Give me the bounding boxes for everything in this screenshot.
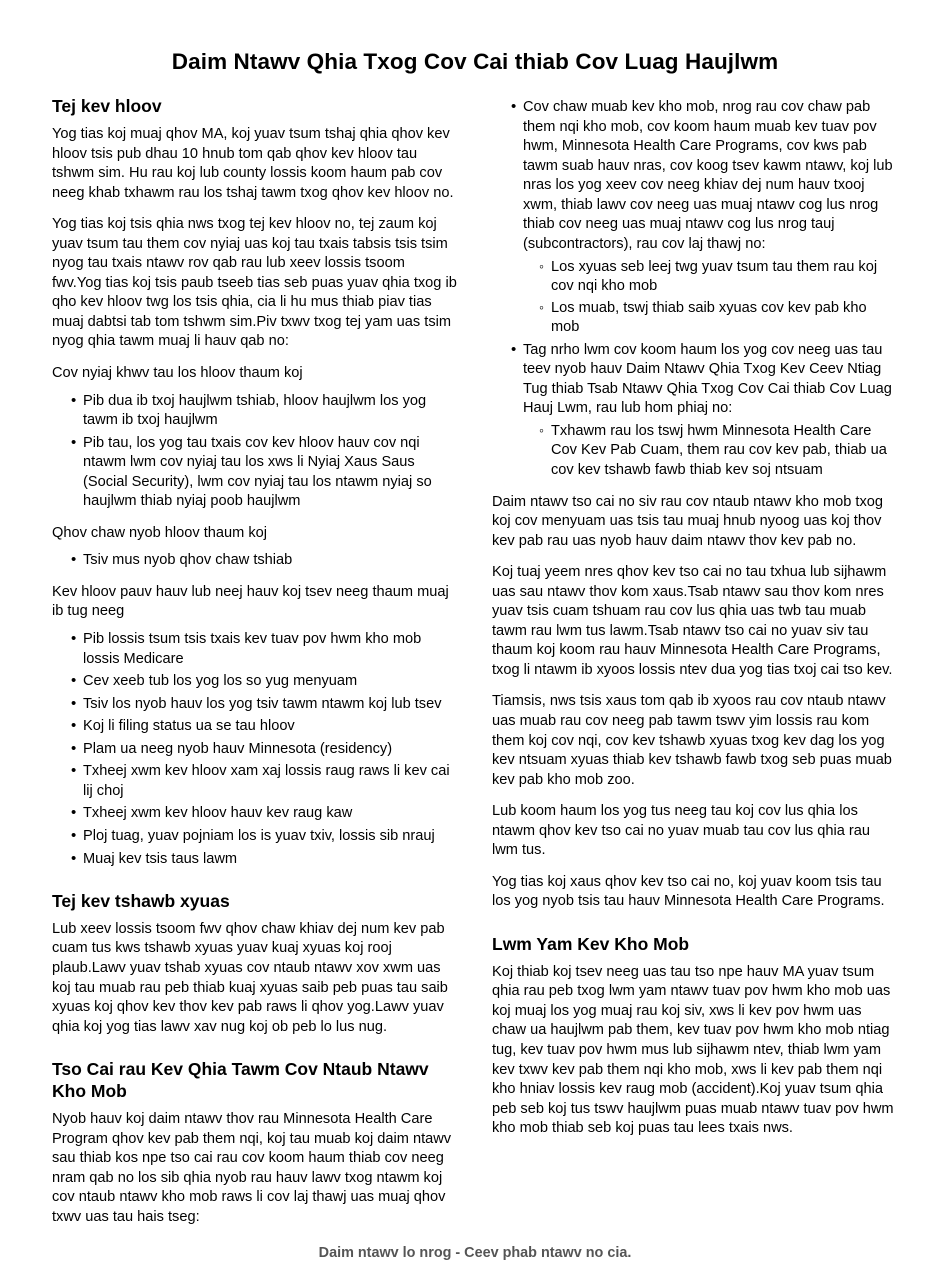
bullet-list-household-changes [52, 630, 458, 869]
subheading-household-change: Kev hloov pauv hauv lub neej hauv koj tsev neeg thaum muaj ib tug neeg [52, 583, 449, 620]
list-item: • Cev xeeb tub los yog los so yug menyuam [71, 672, 458, 692]
list-item [511, 98, 898, 338]
list-item [511, 341, 898, 481]
section-heading-changes: Tej kev hloov [52, 96, 162, 117]
list-item-text: Tag nrho lwm cov koom haum los yog cov neeg uas tau teev nyob hauv Daim Ntawv Qhia Txog Kev Ceev Ntiag Tug thiab Tsab Ntawv Qhia Txog Cov Cai thiab Cov Luag Hauj Lwm, rau lub hom phiaj no: [523, 341, 892, 417]
list-item: • Pib tau, los yog tau txais cov kev hloov hauv cov nqi ntawm lwm cov nyiaj tau los xws li Nyiaj Xaus Saus (Social Security), lwm cov nyiaj tau los ntawm nyiaj so haujlwm thiab nyiaj poob haujlwm [71, 434, 458, 512]
bullet-list-income-changes [52, 392, 458, 512]
section-heading-release-of-records: Tso Cai rau Kev Qhia Tawm Cov Ntaub Ntawv Kho Mob [52, 1059, 429, 1102]
paragraph: Yog tias koj xaus qhov kev tso cai no, koj yuav koom tsis tau los yog nyob tsis tau hauv Minnesota Health Care Programs. [492, 873, 885, 910]
list-item: • Txheej xwm kev hloov hauv kev raug kaw [71, 804, 458, 824]
bullet-list-address-changes [52, 551, 458, 571]
sub-list-item: ◦ Txhawm rau los tswj hwm Minnesota Health Care Cov Kev Pab Cuam, them rau cov kev pab, thiab ua cov kev tshawb fawb thiab kev soj ntsuam [539, 422, 898, 481]
section-heading-other-health-care: Lwm Yam Kev Kho Mob [492, 933, 690, 954]
list-item: • Pib lossis tsum tsis txais kev tuav pov hwm kho mob lossis Medicare [71, 630, 458, 669]
paragraph: Lub xeev lossis tsoom fwv qhov chaw khiav dej num kev pab cuam tus kws tshawb xyuas yuav kuaj xyuas koj rooj plaub.Lawv yuav tshab xyuas cov ntaub ntawv xov xwm uas koj tau muab rau peb thiab kuaj xyuas saib peb puas tau saib xyuas koj qhov kev thov kev pab raws li qhov yog.Lawv yuav qhia koj yog tias lawv xav nug koj ob peb lo lus nug. [52, 920, 448, 1035]
list-item: • Muaj kev tsis taus lawm [71, 850, 458, 870]
list-item: • Txheej xwm kev hloov xam xaj lossis raug raws li kev cai lij choj [71, 762, 458, 801]
paragraph: Koj tuaj yeem nres qhov kev tso cai no tau txhua lub sijhawm uas sau ntawv thov kom xaus.Tsab ntawv sau thov kom nres yuav tsis cuam tshuam rau cov lus qhia uas twb tau muab tawm rau lwm tus lawm.Tsab ntawv tso cai no yuav siv tau thaum koj koom rau hauv Minnesota Health Care Programs, txog li ntawm ib xyoos lossis ntev dua yog tias txoj cai tso kev. [492, 564, 893, 678]
right-column [492, 98, 898, 1151]
paragraph: Yog tias koj muaj qhov MA, koj yuav tsum tshaj qhia qhov kev hloov tsis pub dhau 10 hnub tom qab qhov kev hloov tau tshwm sim. Hu rau koj lub county lossis koom haum pab cov neeg khab txhawm rau los tshaj tawm txog qhov kev hloov no. [52, 126, 454, 201]
page-footer: Daim ntawv lo nrog - Ceev phab ntawv no cia. [318, 1245, 632, 1262]
paragraph: Lub koom haum los yog tus neeg tau koj cov lus qhia los ntawm qhov kev tso cai no yuav muab tau cov lus qhia rau lwm tus. [492, 803, 871, 859]
list-item: • Tsiv mus nyob qhov chaw tshiab [71, 551, 458, 571]
bullet-list-disclosure-recipients [492, 98, 898, 480]
list-item: • Tsiv los nyob hauv los yog tsiv tawm ntawm koj lub tsev [71, 695, 458, 715]
sub-list-item: ◦ Los muab, tswj thiab saib xyuas cov kev pab kho mob [539, 299, 898, 338]
sub-bullet-list [523, 422, 898, 481]
left-column [52, 96, 458, 1239]
sub-list-item: ◦ Los xyuas seb leej twg yuav tsum tau them rau koj cov nqi kho mob [539, 258, 898, 297]
two-column-layout [52, 96, 898, 1239]
list-item: • Ploj tuag, yuav pojniam los is yuav txiv, lossis sib nrauj [71, 827, 458, 847]
paragraph: Daim ntawv tso cai no siv rau cov ntaub ntawv kho mob txog koj cov menyuam uas tsis tau muaj hnub nyoog uas koj thov kev pab rau uas nyob hauv daim ntawv thov kev pab no. [492, 493, 883, 549]
paragraph: Tiamsis, nws tsis xaus tom qab ib xyoos rau cov ntaub ntawv uas muab rau cov neeg pab tawm tswv yim lossis rau kom them koj cov nqi, cov kev tshawb xyuas txog kev dag los yog kev ntsuam xyuas thiab kev tshawb fawb txog seb puas muab kev pab kho mob zoo. [492, 693, 892, 788]
section-heading-reviews: Tej kev tshawb xyuas [52, 891, 230, 912]
page-title: Daim Ntawv Qhia Txog Cov Cai thiab Cov Luag Haujlwm [171, 49, 779, 74]
subheading-address-change: Qhov chaw nyob hloov thaum koj [52, 524, 267, 541]
list-item: • Plam ua neeg nyob hauv Minnesota (residency) [71, 740, 458, 760]
paragraph: Nyob hauv koj daim ntawv thov rau Minnesota Health Care Program qhov kev pab them nqi, koj tau muab koj daim ntawv sau thiab kos npe tso cai rau cov koom haum thiab cov neeg nram qab no los sib qhia nyob rau hauv lawv txog ntawm koj cov ntaub ntawv kho mob raws li cov laj thawj uas muaj qhov txwv uas tau hais tseg: [52, 1110, 452, 1225]
sub-bullet-list [523, 258, 898, 338]
paragraph: Yog tias koj tsis qhia nws txog tej kev hloov no, tej zaum koj yuav tsum tau them cov nyiaj uas koj tau txais tabsis tsis tsim nyog tau txais ntawv rov qab rau lub xeev lossis tsoom fwv.Yog tias koj tsis paub tseeb tias seb puas yuav qhia txog ib qho kev hloov twg los tsis qhia, cia li hu mus thiab piav tias muaj dabtsi tab tom tshwm sim.Piv txwv txog tej yam uas tsim nyog qhia tawm muaj li hauv qab no: [52, 216, 457, 350]
list-item-text: Cov chaw muab kev kho mob, nrog rau cov chaw pab them nqi kho mob, cov koom haum muab kev tuav pov hwm, Minnesota Health Care Programs, cov kws pab tawm suab hauv nras, cov koog tsev kawm ntawv, koj lub nras los yog xeev cov neeg khiav dej num hauv txooj xwm, thiab lawv cov neeg uas muaj ntawv cog lus nrog thiab cov neeg uas muaj ntawv cog lus nrog tauj (subcontractors), rau cov laj thawj no: [523, 99, 893, 252]
paragraph: Cov nyiaj khwv tau los hloov thaum koj [52, 365, 303, 382]
list-item: • Koj li filing status ua se tau hloov [71, 717, 458, 737]
paragraph: Koj thiab koj tsev neeg uas tau tso npe hauv MA yuav tsum qhia rau peb txog lwm yam ntawv tuav pov hwm kho mob uas koj muaj los yog muaj rau koj siv, xws li kev pov hwm uas chaw ua haujlwm pab them, kev tuav pov hwm kho mob ntiag tug, kev tuav pov hwm mus lub sijhawm ntev, thiab lwm yam kev txwv kev pab them nqi kho mob, xws li kev pab them nqi kho hniav lossis kev raug mob (accident).Koj yuav tsum qhia peb seb koj tus tswv haujlwm puas muab ntawv tuav pov hwm kho mob thiab seb koj puas tau lees txais nws. [492, 963, 894, 1137]
list-item: • Pib dua ib txoj haujlwm tshiab, hloov haujlwm los yog tawm ib txoj haujlwm [71, 392, 458, 431]
